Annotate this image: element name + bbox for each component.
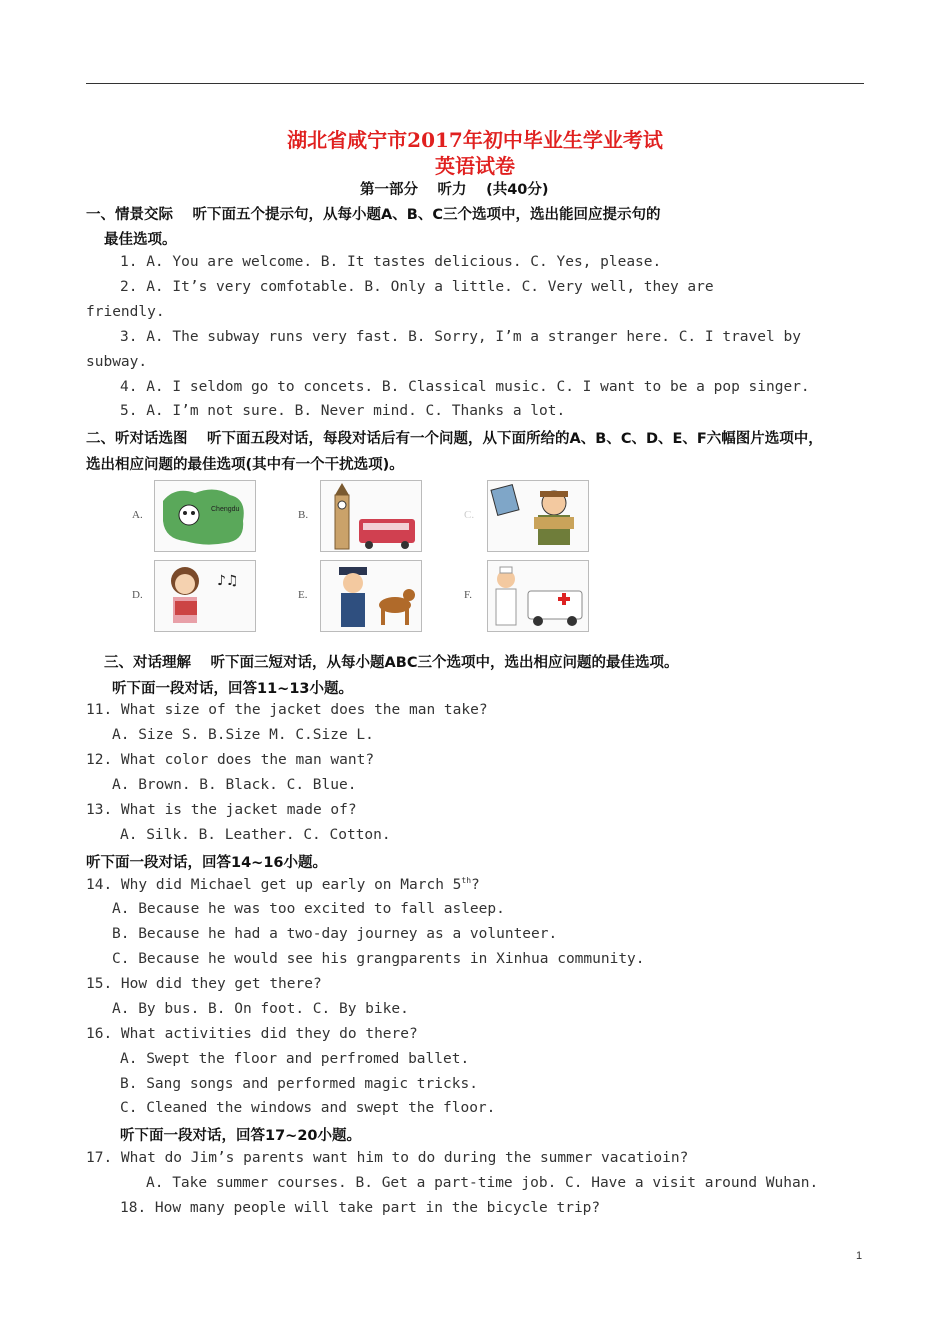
map-icon	[155, 481, 255, 551]
pic-label-c: C.	[464, 509, 475, 521]
question-17-options: A. Take summer courses. B. Get a part-time job. C. Have a visit around Wuhan.	[146, 1175, 819, 1191]
ambulance-icon	[488, 561, 588, 631]
exam-subtitle: 英语试卷	[435, 154, 515, 178]
question-14: 14. Why did Michael get up early on March 5th?	[86, 876, 480, 893]
question-16-option-c: C. Cleaned the windows and swept the floor.	[120, 1100, 496, 1116]
doctor-and-ambulance-image	[487, 560, 589, 632]
policeman-with-dog-image	[320, 560, 422, 632]
page-number: 1	[856, 1250, 863, 1262]
question-2: 2. A. It’s very comfotable. B. Only a little. C. Very well, they are	[120, 279, 714, 295]
passage-2-instruction: 听下面一段对话，回答14~16小题。	[86, 855, 328, 871]
man-with-book-image	[487, 480, 589, 552]
question-4: 4. A. I seldom go to concets. B. Classical music. C. I want to be a pop singer.	[120, 379, 810, 395]
section2-heading: 二、听对话选图 听下面五段对话，每段对话后有一个问题，从下面所给的A、B、C、D、E、F六幅图片选项中，	[86, 431, 823, 447]
section1-heading: 一、情景交际 听下面五个提示句，从每小题A、B、C三个选项中，选出能回应提示句的	[86, 207, 661, 223]
question-16-option-b: B. Sang songs and performed magic tricks.	[120, 1076, 478, 1092]
question-12-options: A. Brown. B. Black. C. Blue.	[112, 777, 357, 793]
question-14-option-c: C. Because he would see his grangparents in Xinhua community.	[112, 951, 645, 967]
question-13-options: A. Silk. B. Leather. C. Cotton.	[120, 827, 391, 843]
girl-with-accordion-image	[154, 560, 256, 632]
question-15-options: A. By bus. B. On foot. C. By bike.	[112, 1001, 409, 1017]
pic-label-f: F.	[464, 589, 472, 601]
question-16: 16. What activities did they do there?	[86, 1026, 418, 1042]
big-ben-and-bus-image	[320, 480, 422, 552]
question-3: 3. A. The subway runs very fast. B. Sorry, I’m a stranger here. C. I travel by	[120, 329, 801, 345]
question-11-options: A. Size S. B.Size M. C.Size L.	[112, 727, 374, 743]
section2-heading-cont: 选出相应问题的最佳选项(其中有一个干扰选项)。	[86, 457, 404, 473]
question-1: 1. A. You are welcome. B. It tastes delicious. C. Yes, please.	[120, 254, 662, 270]
pic-label-e: E.	[298, 589, 308, 601]
question-13: 13. What is the jacket made of?	[86, 802, 357, 818]
passage-3-instruction: 听下面一段对话，回答17~20小题。	[120, 1128, 362, 1144]
question-2-cont: friendly.	[86, 304, 165, 320]
question-17: 17. What do Jim’s parents want him to do during the summer vacatioin?	[86, 1150, 689, 1166]
question-15: 15. How did they get there?	[86, 976, 322, 992]
map-with-panda-image	[154, 480, 256, 552]
question-11: 11. What size of the jacket does the man take?	[86, 702, 488, 718]
section3-heading: 三、对话理解 听下面三短对话，从每小题ABC三个选项中，选出相应问题的最佳选项。	[104, 655, 679, 671]
passage-1-instruction: 听下面一段对话，回答11~13小题。	[112, 681, 354, 697]
map-label: Chengdu	[211, 506, 240, 513]
musician-icon	[155, 561, 255, 631]
exam-title: 湖北省咸宁市2017年初中毕业生学业考试	[287, 128, 663, 152]
part-heading: 第一部分 听力 (共40分)	[360, 182, 549, 198]
policeman-icon	[321, 561, 421, 631]
question-18: 18. How many people will take part in the bicycle trip?	[120, 1200, 601, 1216]
big-ben-icon	[321, 481, 421, 551]
section1-heading-cont: 最佳选项。	[104, 232, 177, 248]
question-16-option-a: A. Swept the floor and perfromed ballet.	[120, 1051, 470, 1067]
pic-label-b: B.	[298, 509, 309, 521]
question-14-option-b: B. Because he had a two-day journey as a volunteer.	[112, 926, 558, 942]
music-note-icon: ♪♫	[217, 573, 239, 589]
pic-label-a: A.	[132, 509, 143, 521]
question-3-cont: subway.	[86, 354, 148, 370]
header-rule	[86, 83, 864, 84]
question-5: 5. A. I’m not sure. B. Never mind. C. Thanks a lot.	[120, 403, 566, 419]
reader-icon	[488, 481, 588, 551]
question-12: 12. What color does the man want?	[86, 752, 375, 768]
pic-label-d: D.	[132, 589, 143, 601]
question-14-option-a: A. Because he was too excited to fall asleep.	[112, 901, 505, 917]
